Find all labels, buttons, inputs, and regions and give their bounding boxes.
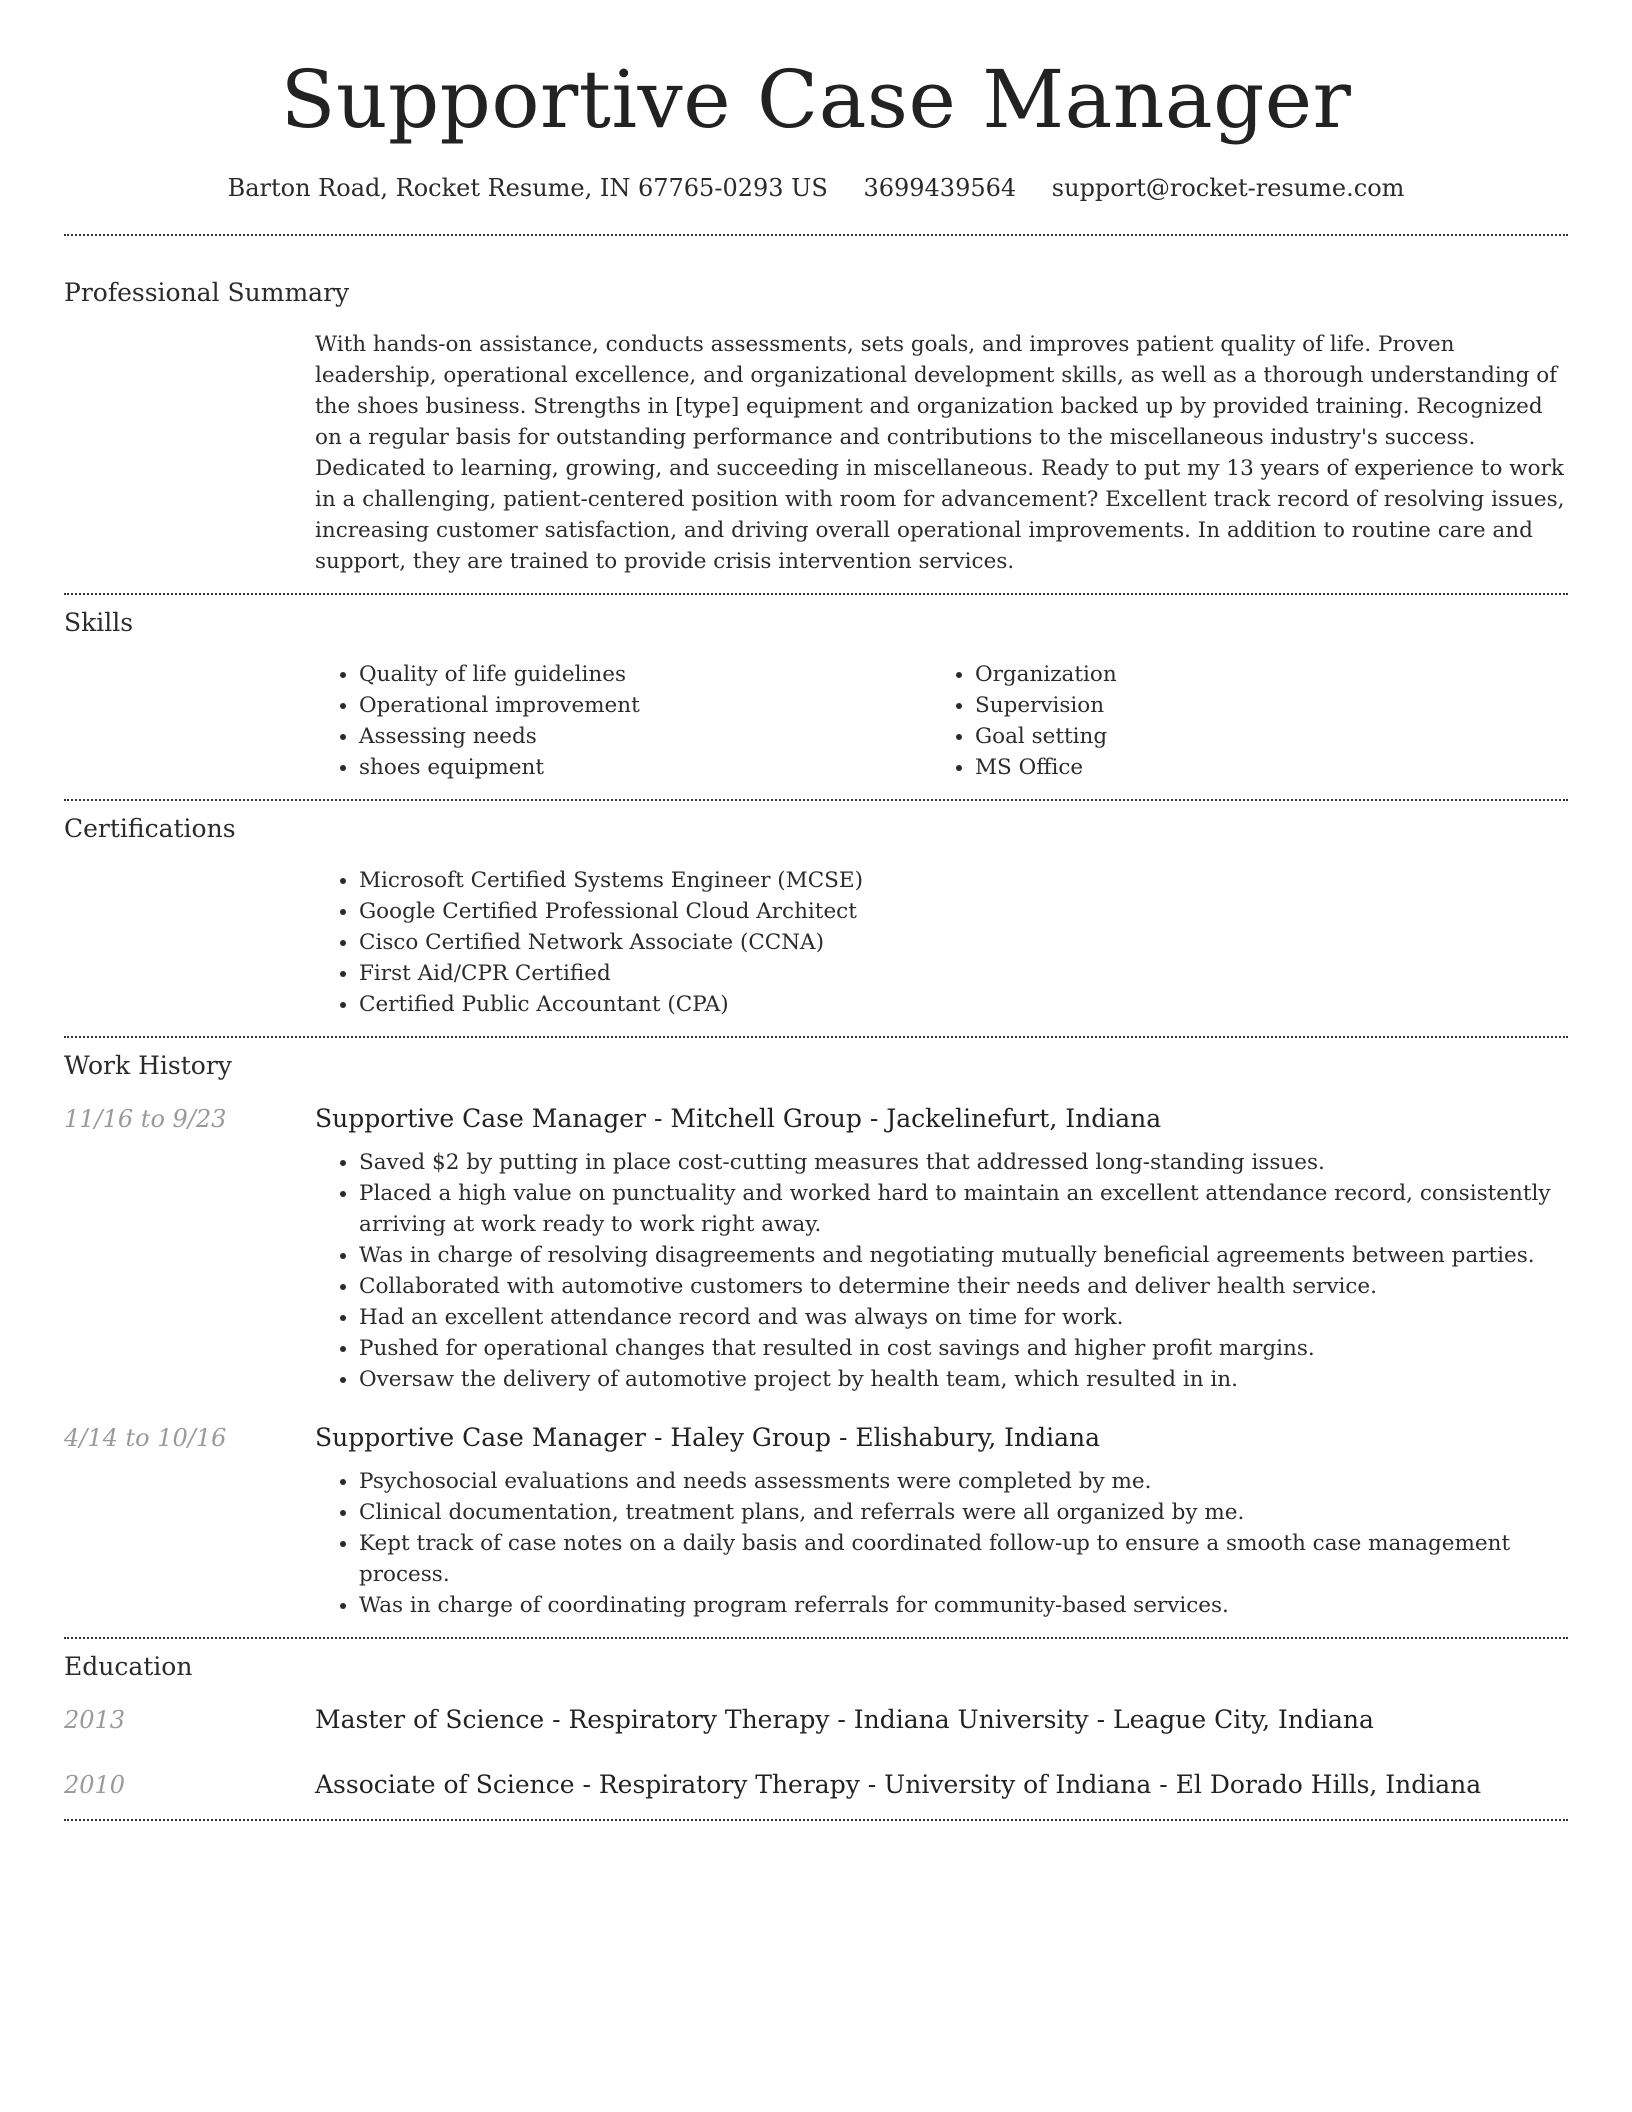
- job-dates: 11/16 to 9/23: [64, 1105, 227, 1133]
- certification-item: • Microsoft Certified Systems Engineer (MCSE): [359, 865, 1568, 896]
- skills-column-left: [315, 659, 931, 783]
- job-bullet: • Was in charge of resolving disagreements and negotiating mutually beneficial agreements between parties.: [359, 1240, 1568, 1271]
- certifications-title: Certifications: [64, 814, 236, 843]
- skill-item: • Supervision: [975, 690, 1547, 721]
- education-section: [64, 1652, 1568, 1799]
- job-bullet: • Clinical documentation, treatment plans, and referrals were all organized by me.: [359, 1497, 1568, 1528]
- job-bullet: • Had an excellent attendance record and was always on time for work.: [359, 1302, 1568, 1333]
- candidate-name: Supportive Case Manager: [280, 53, 1352, 146]
- summary-title: Professional Summary: [64, 278, 350, 307]
- job-bullet: • Kept track of case notes on a daily basis and coordinated follow-up to ensure a smooth case management process.: [359, 1528, 1568, 1590]
- job-bullets: [315, 1147, 1568, 1395]
- skill-item: • Assessing needs: [359, 721, 931, 752]
- skills-section: [64, 608, 1568, 783]
- work-history-title: Work History: [64, 1051, 232, 1080]
- education-heading: Associate of Science - Respiratory Therapy - University of Indiana - El Dorado Hills, Indiana: [315, 1770, 1482, 1799]
- job-bullet: • Was in charge of coordinating program referrals for community-based services.: [359, 1590, 1568, 1621]
- skills-title: Skills: [64, 608, 134, 637]
- summary-text: With hands-on assistance, conducts assessments, sets goals, and improves patient quality of life. Proven leadership, operational excellence, and organizational development skills, as well as a thorough understanding of the shoes business. Strengths in [type] equipment and organization backed up by provided training. Recognized on a regular basis for outstanding performance and contributions to the miscellaneous industry's success. Dedicated to learning, growing, and succeeding in miscellaneous. Ready to put my 13 years of experience to work in a challenging, patient-centered position with room for advancement? Excellent track record of resolving issues, increasing customer satisfaction, and driving overall operational improvements. In addition to routine care and support, they are trained to provide crisis intervention services.: [315, 332, 1565, 574]
- skill-item: • MS Office: [975, 752, 1547, 783]
- divider: [64, 593, 1568, 595]
- education-year: 2013: [64, 1706, 126, 1734]
- certifications-section: [64, 814, 1568, 1020]
- job-entry: [64, 1104, 1568, 1395]
- skill-item: • Goal setting: [975, 721, 1547, 752]
- certification-item: • First Aid/CPR Certified: [359, 958, 1568, 989]
- certifications-list: [315, 865, 1568, 1020]
- skill-item: • Operational improvement: [359, 690, 931, 721]
- divider: [64, 1819, 1568, 1821]
- education-entry: [64, 1705, 1568, 1734]
- education-year: 2010: [64, 1771, 126, 1799]
- work-history-section: [64, 1051, 1568, 1621]
- skill-item: • Quality of life guidelines: [359, 659, 931, 690]
- divider: [64, 1036, 1568, 1038]
- contact-address: Barton Road, Rocket Resume, IN 67765-0293 US: [227, 174, 828, 202]
- job-bullet: • Collaborated with automotive customers to determine their needs and deliver health service.: [359, 1271, 1568, 1302]
- divider: [64, 234, 1568, 236]
- job-bullet: • Psychosocial evaluations and needs assessments were completed by me.: [359, 1466, 1568, 1497]
- certification-item: • Cisco Certified Network Associate (CCNA): [359, 927, 1568, 958]
- job-bullets: [315, 1466, 1568, 1621]
- education-title: Education: [64, 1652, 193, 1681]
- job-heading: Supportive Case Manager - Mitchell Group - Jackelinefurt, Indiana: [315, 1104, 1162, 1133]
- skills-column-right: [931, 659, 1547, 783]
- job-bullet: • Saved $2 by putting in place cost-cutting measures that addressed long-standing issues.: [359, 1147, 1568, 1178]
- contact-phone: 3699439564: [863, 174, 1017, 202]
- skill-item: • Organization: [975, 659, 1547, 690]
- certification-item: • Certified Public Accountant (CPA): [359, 989, 1568, 1020]
- summary-section: [64, 278, 1568, 577]
- job-bullet: • Oversaw the delivery of automotive project by health team, which resulted in in.: [359, 1364, 1568, 1395]
- education-heading: Master of Science - Respiratory Therapy - Indiana University - League City, Indiana: [315, 1705, 1374, 1734]
- job-dates: 4/14 to 10/16: [64, 1424, 227, 1452]
- education-entry: [64, 1770, 1568, 1799]
- job-entry: [64, 1423, 1568, 1621]
- job-bullet: • Pushed for operational changes that resulted in cost savings and higher profit margins.: [359, 1333, 1568, 1364]
- contact-email: support@rocket-resume.com: [1051, 174, 1405, 202]
- certification-item: • Google Certified Professional Cloud Architect: [359, 896, 1568, 927]
- divider: [64, 1637, 1568, 1639]
- skill-item: • shoes equipment: [359, 752, 931, 783]
- skills-list: [315, 659, 1568, 783]
- job-bullet: • Placed a high value on punctuality and worked hard to maintain an excellent attendance record, consistently arriving at work ready to work right away.: [359, 1178, 1568, 1240]
- divider: [64, 799, 1568, 801]
- job-heading: Supportive Case Manager - Haley Group - Elishabury, Indiana: [315, 1423, 1101, 1452]
- contact-line: [64, 174, 1568, 202]
